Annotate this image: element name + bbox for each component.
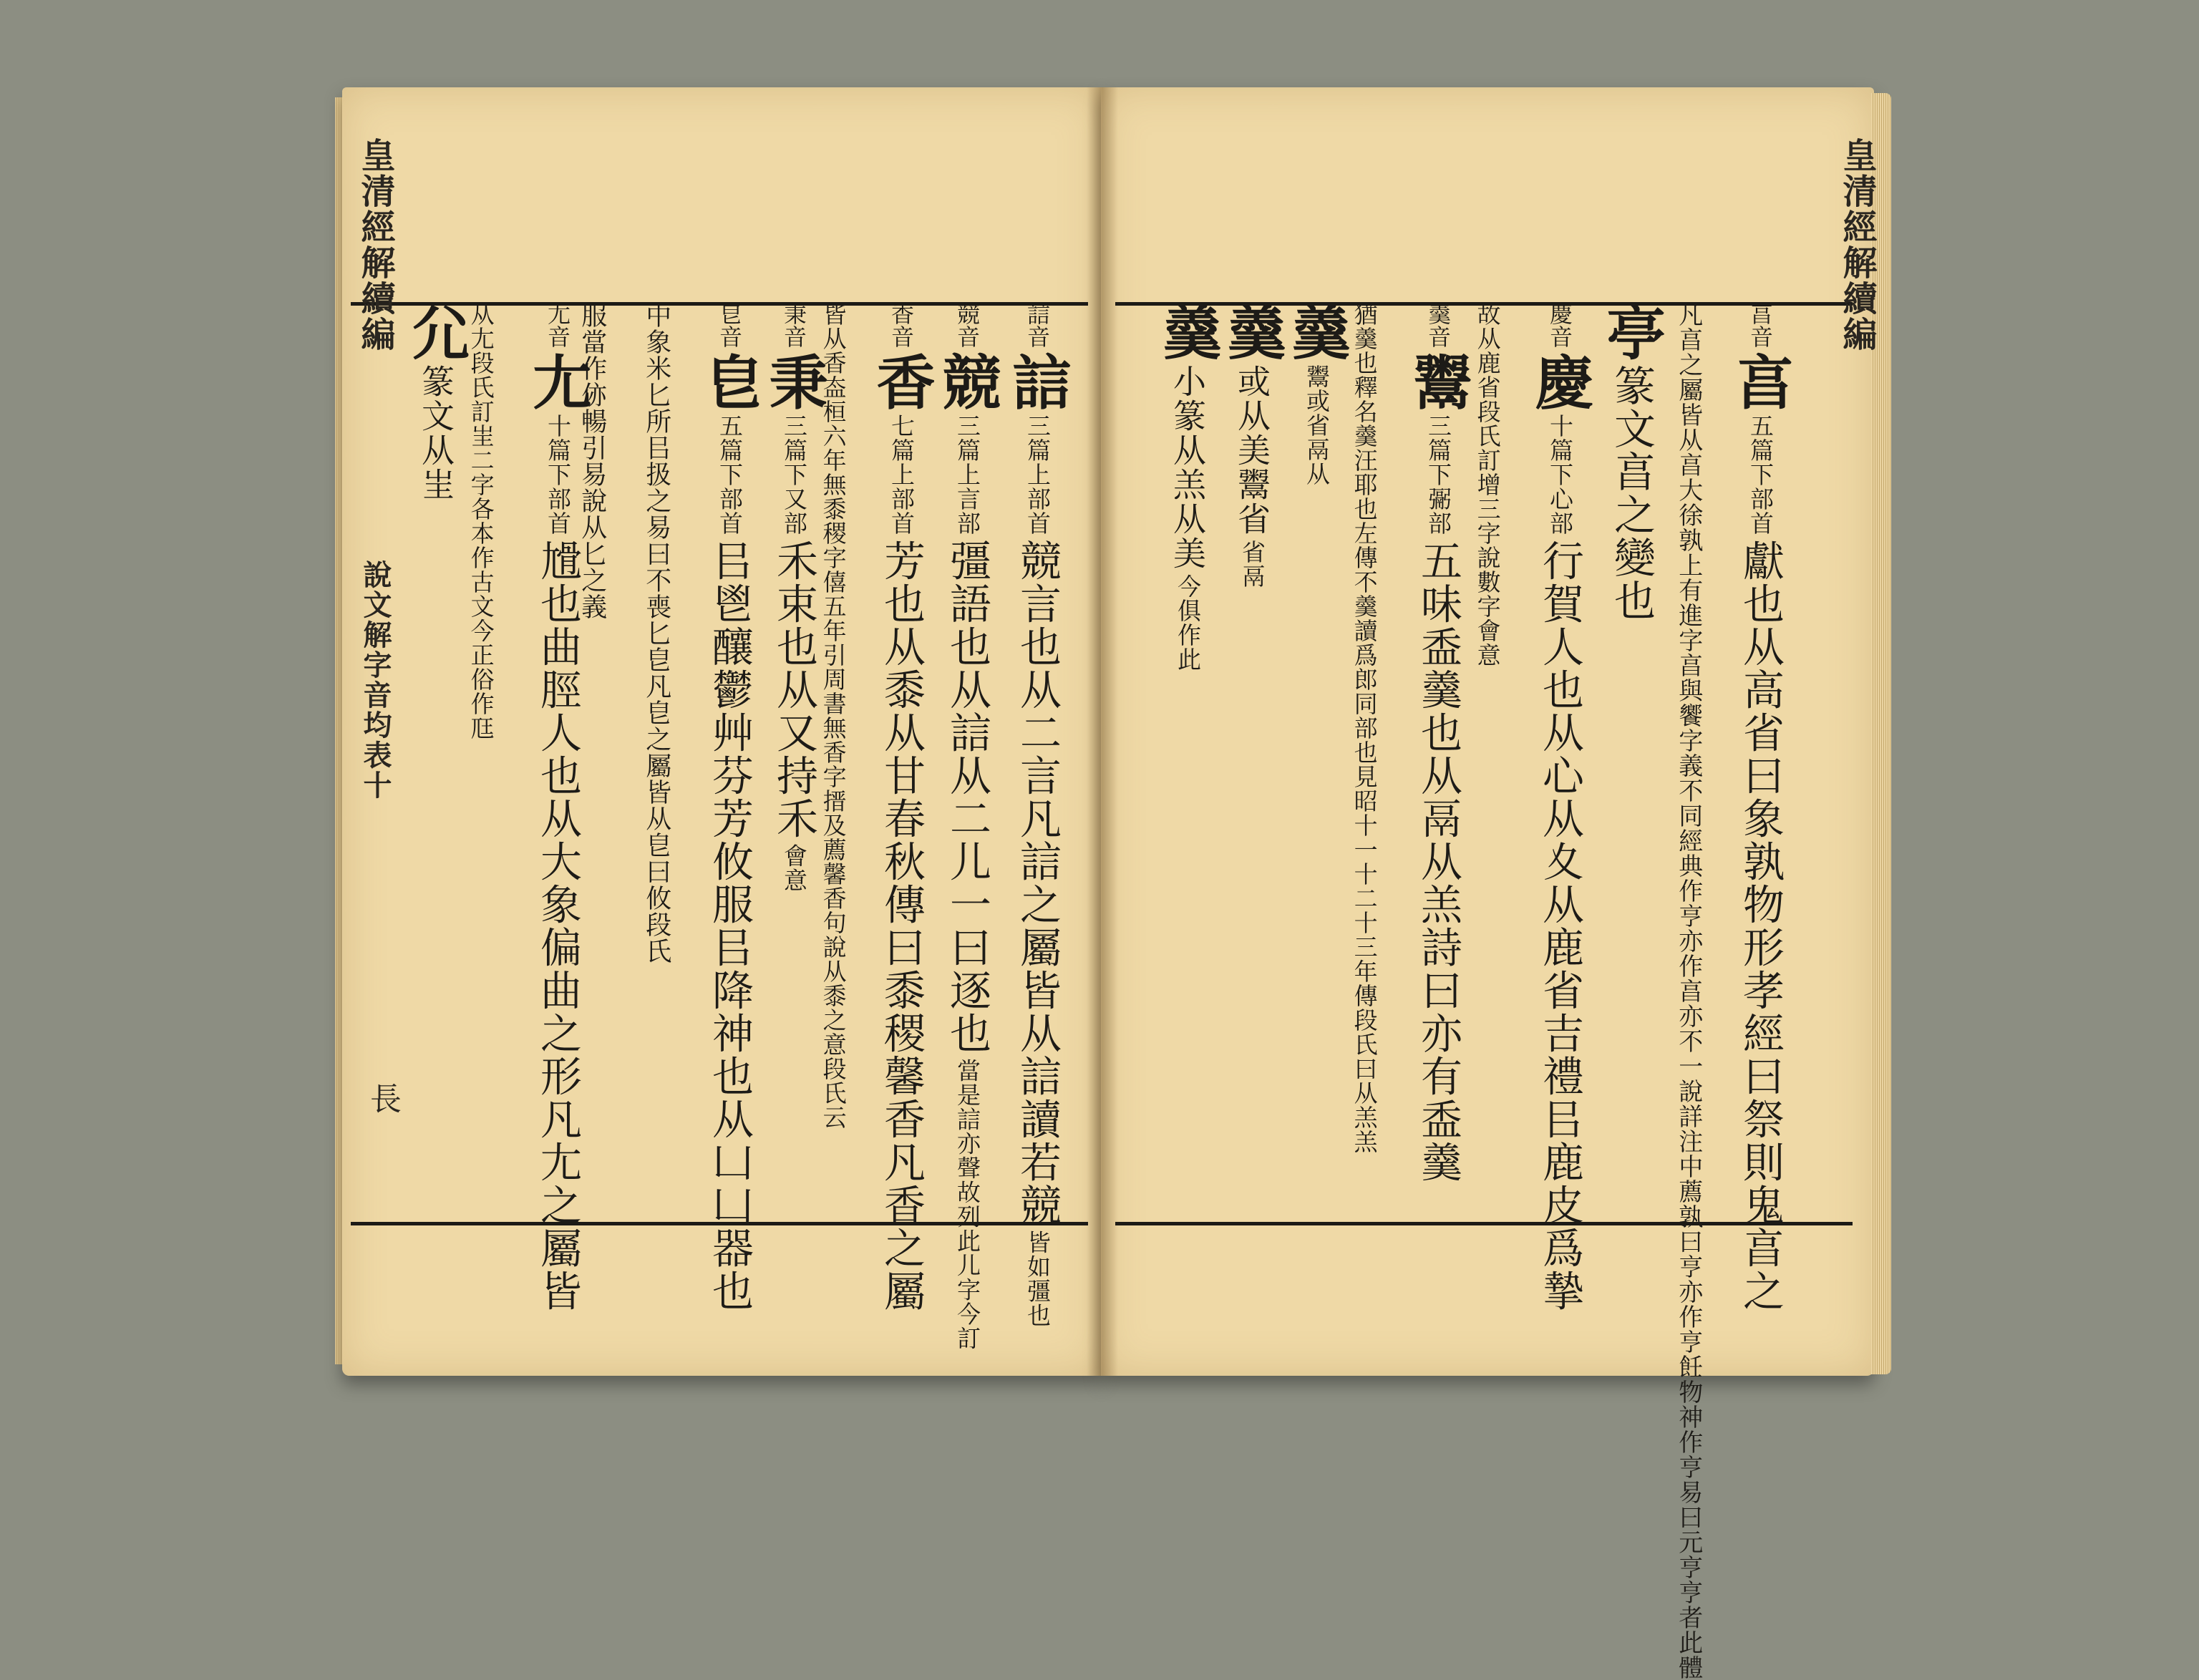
entry-head-character: 鬻	[1404, 351, 1472, 411]
entry-pre-note: 秉音	[780, 302, 807, 348]
entry-pre-note: 皀音	[716, 302, 743, 348]
entry-definition: 篆文亯之變也	[1607, 364, 1656, 623]
entry-pre-note: 慶音	[1546, 302, 1573, 348]
entry-pre-note: 亯音	[1747, 302, 1774, 348]
entry-section-note: 五篇下部首	[716, 414, 744, 536]
entry-section-note: 七篇上部首	[888, 414, 916, 536]
entry-commentary: 凡亯之屬皆从亯大徐孰上有進字亯與饗字義不同經典作亨亦作亯亦不一說詳注中薦孰曰亨亦作亨飪物神作亨易曰元亨亨者此體	[1674, 302, 1703, 1680]
entry-definition: 芳也从黍从甘春秋傳曰黍稷馨香凡香之屬	[877, 539, 926, 1313]
entry-head-character: 尣	[402, 302, 470, 361]
entry-commentary: 猶羹也釋名羹汪耶也左傳不羹讀爲郎同部也見昭十一十二十三年傳段氏曰从羔羔	[1350, 302, 1379, 1154]
entry-head-character: 羹	[1153, 302, 1222, 361]
entry-column	[1726, 302, 1795, 1313]
entry-commentary: 省鬲	[1238, 540, 1266, 589]
commentary-column	[1475, 302, 1500, 1225]
commentary-column	[578, 302, 606, 1225]
entry-head-character: 羹	[1282, 302, 1351, 361]
entry-definition: 鬻或省鬲从	[1303, 364, 1331, 487]
entry-commentary: 从尢段氏訂㞷二字各本作古文今正俗作尫	[467, 302, 495, 740]
entry-section-note: 五篇下部首	[1747, 414, 1775, 536]
commentary-column	[468, 302, 493, 1225]
entry-commentary: 服當作㑊暢引易說从匕之義	[577, 302, 607, 620]
entry-column	[1525, 302, 1594, 1313]
margin-title-left: 皇清經解續編	[355, 137, 395, 352]
entry-section-note: 十篇下心部	[1546, 414, 1574, 536]
open-book	[342, 87, 1877, 1680]
entry-column	[1282, 302, 1351, 1225]
entry-commentary: 中象米匕所㠯扱之易曰不喪匕皀凡皀之屬皆从皀曰攸段氏	[641, 302, 671, 964]
entry-column	[867, 302, 936, 1313]
entry-definition: 競言也从二言凡誩之屬皆从誩讀若競	[1013, 539, 1062, 1227]
entry-head-character: 誩	[1003, 351, 1072, 411]
margin-subtitle-left: 說文解字音均表十	[359, 560, 392, 800]
entry-section-note: 三篇下䰜部	[1424, 414, 1452, 536]
entry-head-character: 慶	[1525, 351, 1594, 411]
entry-commentary: 當是誩亦聲故列此儿字今訂	[953, 1058, 981, 1351]
entry-commentary: 皆如彊也	[1024, 1230, 1052, 1328]
entry-column	[1003, 302, 1072, 1328]
entry-commentary: 今俱作此	[1174, 574, 1202, 672]
entry-commentary: 故从鹿省段氏訂增三字說數字會意	[1473, 302, 1502, 667]
entry-definition: 尳也曲脛人也从大象偏曲之形凡尢之屬皆	[533, 539, 582, 1313]
entry-column	[933, 302, 1001, 1351]
entry-definition: 禾束也从又持禾	[770, 539, 818, 840]
entry-definition: 小篆从羔从美	[1168, 364, 1207, 571]
entry-column	[1153, 302, 1222, 1225]
entry-section-note: 三篇上言部	[953, 414, 981, 536]
entry-pre-note: 誩音	[1024, 302, 1051, 348]
book-gutter	[1087, 87, 1118, 1376]
entry-head-character: 羹	[1218, 302, 1286, 361]
entry-column	[1218, 302, 1286, 1225]
entry-head-character: 亯	[1726, 351, 1795, 411]
entry-definition: 㠯鬯釀鬱艸芬芳攸服㠯降神也从凵凵器也	[705, 539, 754, 1313]
commentary-column	[643, 302, 670, 1225]
entry-column	[402, 302, 470, 1225]
entry-definition: 彊語也从誩从二儿一曰逐也	[943, 539, 991, 1055]
margin-title-right: 皇清經解續編	[1837, 137, 1877, 352]
entry-pre-note: 尢音	[544, 302, 571, 348]
entry-head-character: 亭	[1597, 302, 1666, 361]
entry-section-note: 三篇上部首	[1024, 414, 1052, 536]
entry-section-note: 十篇下部首	[544, 414, 572, 536]
entry-section-note: 三篇下又部	[780, 414, 808, 536]
entry-column	[1404, 302, 1472, 1225]
entry-column	[1597, 302, 1666, 1225]
entry-definition: 行賀人也从心从夊从鹿省吉禮㠯鹿皮爲摯	[1535, 539, 1584, 1313]
entry-pre-note: 競音	[953, 302, 981, 348]
entry-head-character: 皀	[695, 351, 764, 411]
entry-pre-note: 香音	[888, 302, 915, 348]
entry-commentary: 皆从香盇桓六年無黍稷字僖五年引周書無香字搢及薦馨香句說从黍之意段氏云	[819, 302, 848, 1130]
entry-head-character: 競	[933, 351, 1001, 411]
entry-definition: 五味盉羹也从鬲从羔詩曰亦有盉羹	[1414, 539, 1462, 1184]
commentary-column	[819, 302, 848, 1225]
commentary-column	[1351, 302, 1377, 1225]
entry-column	[695, 302, 764, 1313]
entry-definition: 篆文从㞷	[417, 364, 455, 502]
entry-definition: 或从美鬻省	[1233, 364, 1271, 537]
entry-commentary: 會意	[780, 843, 808, 893]
commentary-column	[1674, 302, 1703, 1680]
entry-head-character: 秉	[759, 351, 828, 411]
folio-number: 長	[364, 1082, 401, 1114]
entry-column	[759, 302, 828, 1225]
entry-head-character: 香	[867, 351, 936, 411]
entry-definition: 獻也从高省曰象孰物形孝經曰祭則鬼亯之	[1736, 539, 1785, 1313]
entry-head-character: 尢	[523, 351, 592, 411]
entry-pre-note: 羹音	[1424, 302, 1452, 348]
